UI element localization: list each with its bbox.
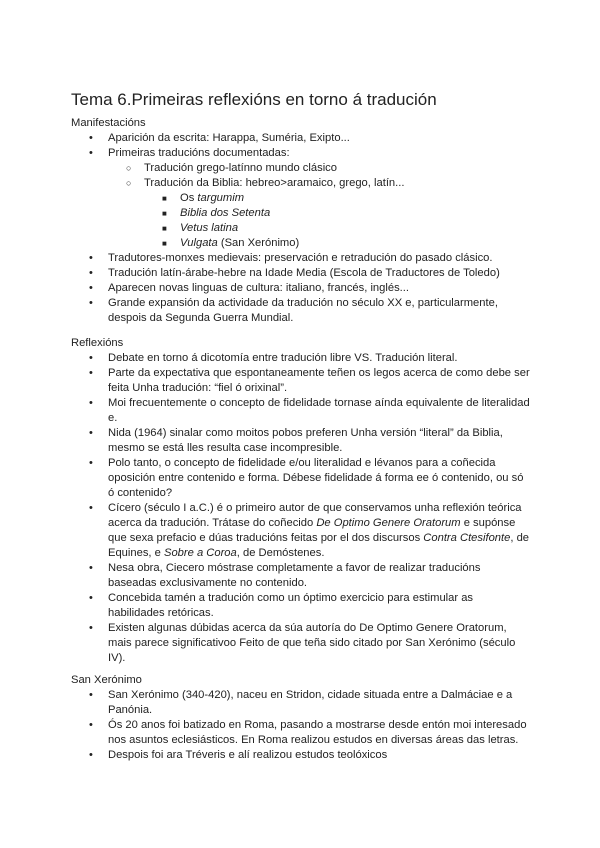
list-item <box>71 266 531 281</box>
list-item-text: Tradución latín-árabe-hebre na Idade Media (Escola de Traductores de Toledo) <box>108 267 500 279</box>
bullet-icon: • <box>89 592 93 604</box>
circle-bullet-icon: ○ <box>126 163 132 173</box>
cicero-text: e supónse que sexa prefacio e dúas traducións feitas por el dos discursos <box>108 517 516 544</box>
bible-item-suffix: (San Xerónimo) <box>217 237 300 249</box>
list-item <box>71 688 531 718</box>
work-title: Sobre a Coroa <box>163 547 237 559</box>
bullet-icon: • <box>89 147 93 159</box>
bullet-icon: • <box>89 427 93 439</box>
bullet-icon: • <box>89 132 93 144</box>
section-heading: San Xerónimo <box>71 674 142 686</box>
bible-item <box>144 206 531 221</box>
bullet-icon: • <box>89 502 93 514</box>
work-title: De Optimo Genere Oratorum <box>316 517 461 529</box>
list-item <box>71 426 531 456</box>
list-item <box>71 131 531 146</box>
square-bullet-icon: ■ <box>162 239 167 248</box>
list-item <box>71 748 531 763</box>
list-item-text: Concebida tamén a tradución como un óptimo exercicio para estimular as habilidades retóricas. <box>108 592 474 619</box>
sub-sub-list <box>144 191 531 251</box>
section-reflexions <box>71 336 531 666</box>
sub-list-item <box>108 176 531 251</box>
list-item-text: Nesa obra, Ciecero móstrase completamente a favor de realizar traducións baseadas exclusivamente no contenido. <box>108 562 481 589</box>
work-title: Contra Ctesifonte <box>423 532 511 544</box>
section-san-xeronimo <box>71 673 531 763</box>
list-item <box>71 501 531 561</box>
bible-item-title: Vetus latina <box>180 222 239 234</box>
list-item <box>71 456 531 501</box>
bullet-icon: • <box>89 562 93 574</box>
list-item-text: Nida (1964) sinalar como moitos pobos preferen Unha versión “literal” da Biblia, mesmo se está lles resulta case incompresible. <box>108 427 503 454</box>
sub-list <box>108 161 531 251</box>
list-item-text: Moi frecuentemente o concepto de fidelidade tornase aínda equivalente de literalidad e. <box>108 397 530 424</box>
bullet-icon: • <box>89 297 93 309</box>
bullet-icon: • <box>89 622 93 634</box>
section-manifestacions <box>71 116 531 326</box>
list-item <box>71 281 531 296</box>
square-bullet-icon: ■ <box>162 224 167 233</box>
list-item <box>71 591 531 621</box>
bullet-list <box>71 131 531 326</box>
list-item-text: Polo tanto, o concepto de fidelidade e/ou literalidad e lévanos para a coñecida oposición entre contenido e forma. Débese fidelidade á forma ee ó contenido, ou só ó contenido? <box>108 457 524 499</box>
bible-item <box>144 221 531 236</box>
list-item <box>71 621 531 666</box>
bullet-icon: • <box>89 352 93 364</box>
section-heading: Reflexións <box>71 337 124 349</box>
list-item-text: Grande expansión da actividade da tradución no século XX e, particularmente, despois da Segunda Guerra Mundial. <box>108 297 498 324</box>
bullet-icon: • <box>89 749 93 761</box>
bullet-icon: • <box>89 689 93 701</box>
square-bullet-icon: ■ <box>162 194 167 203</box>
bible-item <box>144 236 531 251</box>
bullet-icon: • <box>89 282 93 294</box>
bullet-icon: • <box>89 267 93 279</box>
bullet-icon: • <box>89 457 93 469</box>
bible-item-title: Biblia dos Setenta <box>180 207 271 219</box>
list-item <box>71 351 531 366</box>
list-item-text: Tradutores-monxes medievais: preservación e retradución do pasado clásico. <box>108 252 493 264</box>
list-item-text: San Xerónimo (340-420), naceu en Stridon, cidade situada entre a Dalmáciae e a Panónia. <box>108 689 513 716</box>
square-bullet-icon: ■ <box>162 209 167 218</box>
list-item <box>71 366 531 396</box>
section-heading: Manifestacións <box>71 117 146 129</box>
bullet-icon: • <box>89 719 93 731</box>
list-item <box>71 561 531 591</box>
list-item <box>71 718 531 748</box>
list-item <box>71 396 531 426</box>
list-item-text: Parte da expectativa que espontaneamente teñen os legos acerca de como debe ser feita Unha tradución: “fiel ó orixinal”. <box>108 367 530 394</box>
bible-item-title: Vulgata <box>180 237 218 249</box>
bullet-icon: • <box>89 252 93 264</box>
bullet-list <box>71 688 531 763</box>
sub-list-item <box>108 161 531 176</box>
list-item-text: Aparición da escrita: Harappa, Suméria, Exipto... <box>108 132 350 144</box>
list-item-text: Existen algunas dúbidas acerca da súa autoría do De Optimo Genere Oratorum, mais parece significativoo Feito de que teña sido citado por San Xerónimo (século IV). <box>108 622 516 664</box>
cicero-text: Cícero (século I a.C.) é o primeiro autor de que conservamos unha reflexión teórica acerca da tradución. Trátase do coñecido <box>108 502 522 529</box>
list-item-text <box>108 501 531 561</box>
bible-item-prefix: Os <box>180 192 198 204</box>
page-title: Tema 6.Primeiras reflexións en torno á tradución <box>71 90 437 109</box>
cicero-text: , de Demóstenes. <box>236 547 325 559</box>
sub-list-item-text: Tradución da Biblia: hebreo>aramaico, grego, latín... <box>144 177 405 189</box>
list-item-text: Aparecen novas linguas de cultura: italiano, francés, inglés... <box>108 282 409 294</box>
bullet-icon: • <box>89 397 93 409</box>
list-item <box>71 296 531 326</box>
sub-list-item-text: Tradución grego-latínno mundo clásico <box>144 162 337 174</box>
list-item-text: Primeiras traducións documentadas: <box>108 147 290 159</box>
bullet-list <box>71 351 531 666</box>
list-item-text: Ós 20 anos foi batizado en Roma, pasando a mostrarse desde entón moi interesado nos asuntos eclesiásticos. En Roma realizou estudos en diversas áreas das letras. <box>108 719 527 746</box>
list-item-text: Debate en torno á dicotomía entre tradución libre VS. Tradución literal. <box>108 352 458 364</box>
bible-item <box>144 191 531 206</box>
list-item-text: Despois foi ara Tréveris e alí realizou estudos teolóxicos <box>108 749 388 761</box>
list-item <box>71 251 531 266</box>
bible-item-title: targumim <box>197 192 245 204</box>
list-item <box>71 146 531 251</box>
cicero-text: , de Equines, e <box>108 532 530 559</box>
circle-bullet-icon: ○ <box>126 178 132 188</box>
bullet-icon: • <box>89 367 93 379</box>
